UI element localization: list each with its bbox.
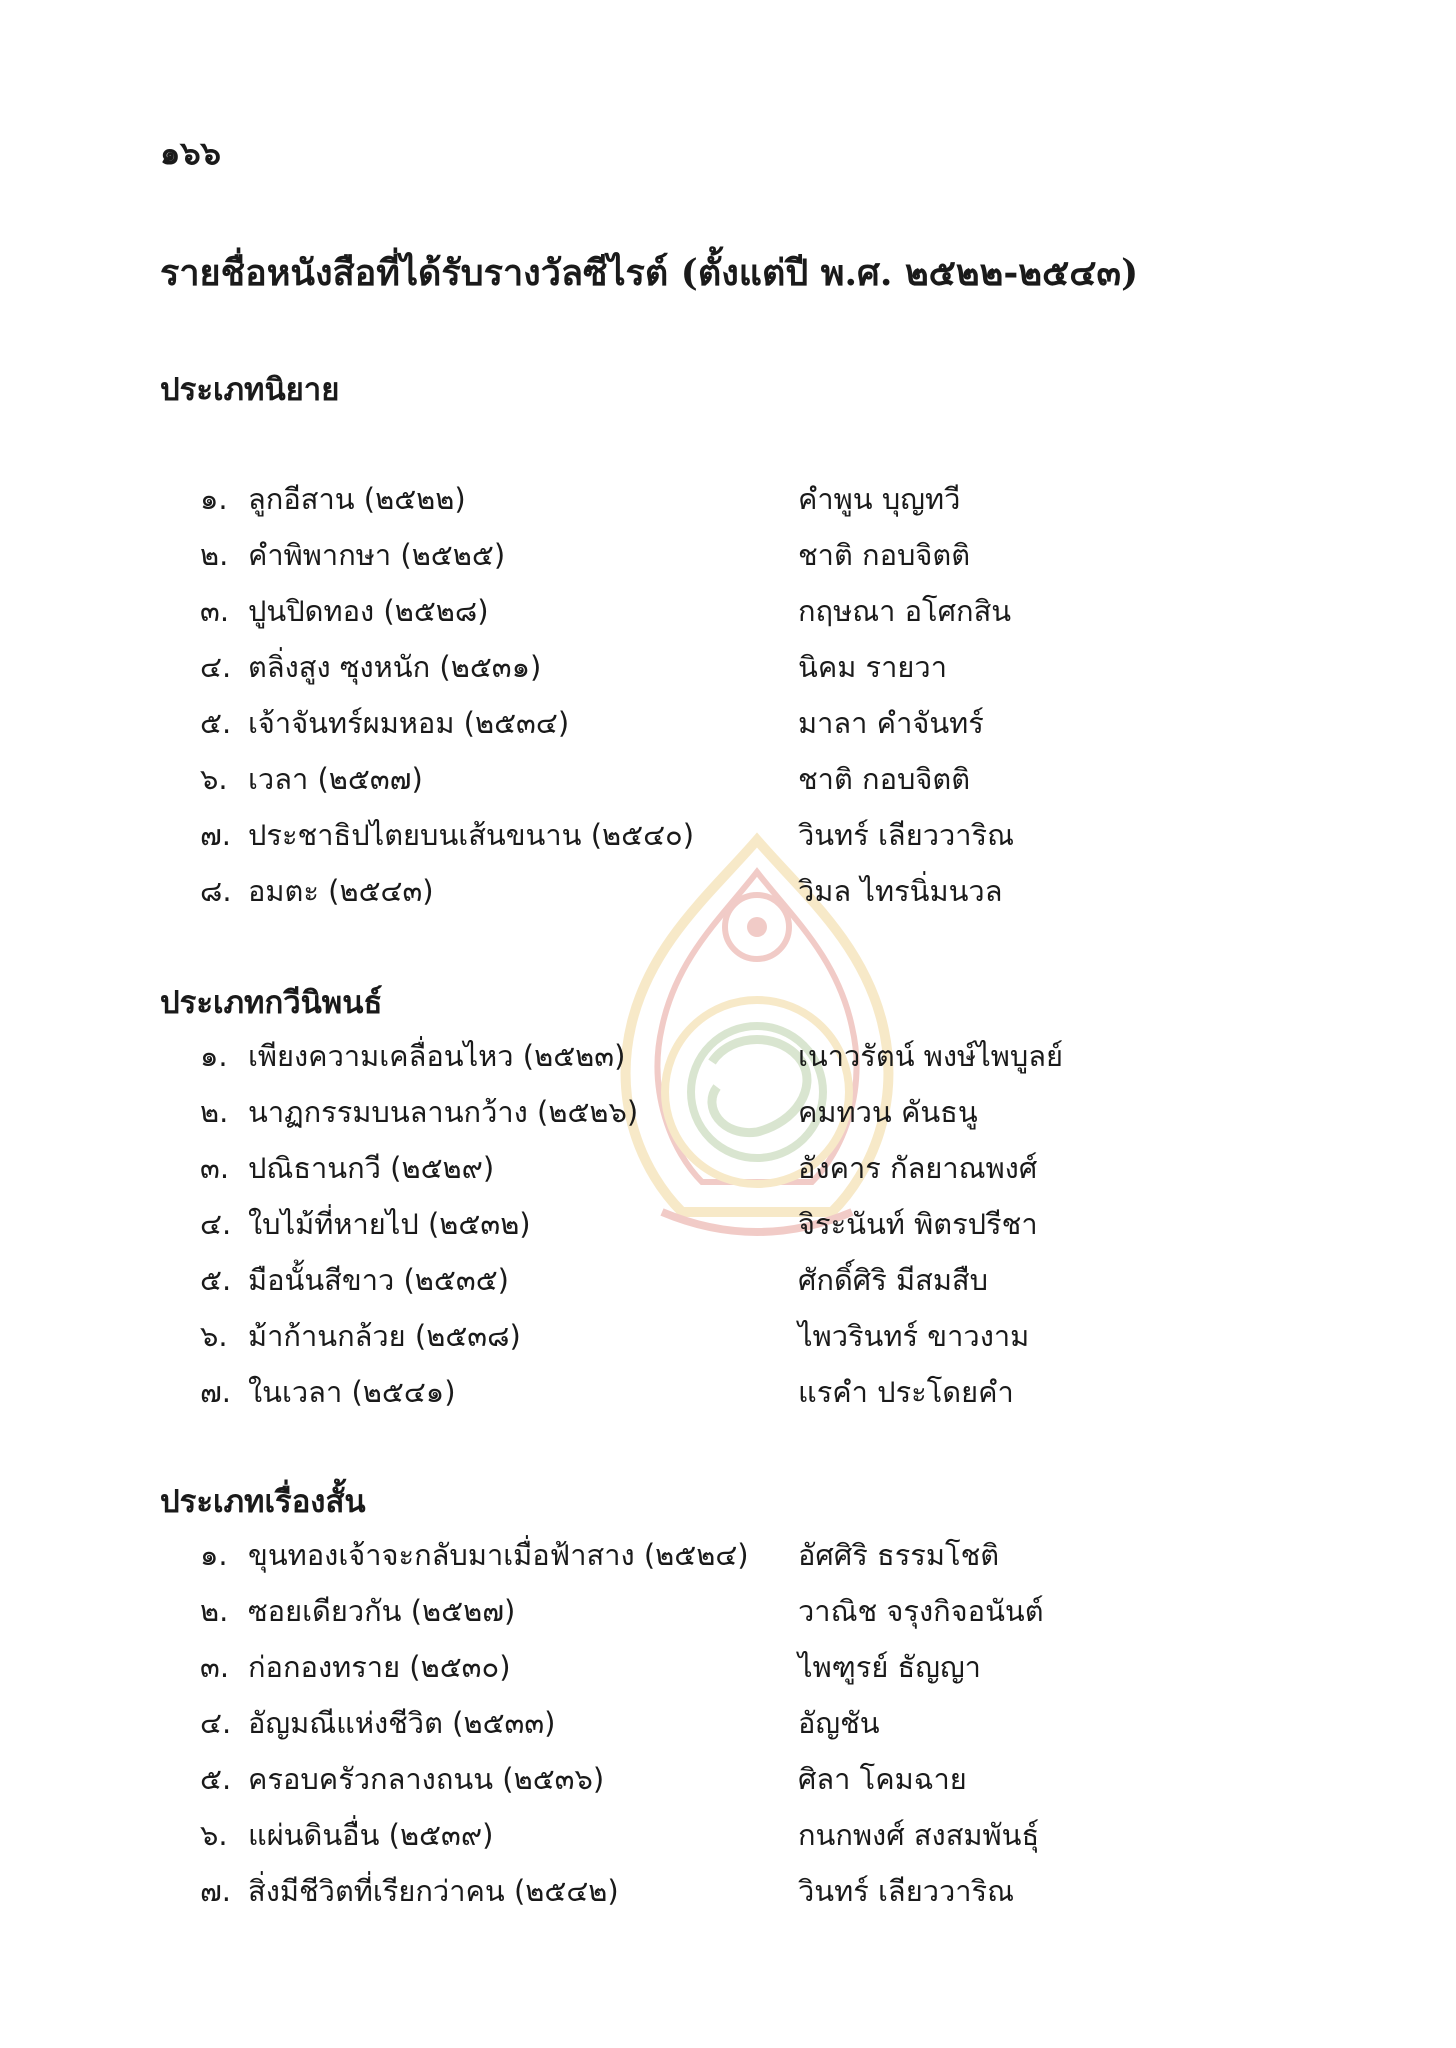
list-item (200, 532, 1300, 588)
section-heading: ประเภทกวีนิพนธ์ (160, 985, 383, 1021)
book-title: มือนั้นสีขาว (๒๕๓๕) (248, 1263, 509, 1297)
item-number: ๖. (200, 1818, 228, 1852)
list-item (200, 700, 1300, 756)
book-title: นาฏกรรมบนลานกว้าง (๒๕๒๖) (248, 1095, 639, 1129)
author-name: ชาติ กอบจิตติ (798, 538, 971, 572)
author-name: เนาวรัตน์ พงษ์ไพบูลย์ (798, 1039, 1064, 1073)
list-item (200, 1089, 1300, 1145)
author-name: ศิลา โคมฉาย (798, 1762, 967, 1796)
book-title: ปูนปิดทอง (๒๕๒๘) (248, 594, 489, 628)
list-item (200, 1644, 1300, 1700)
list-item (200, 476, 1300, 532)
book-title: คำพิพากษา (๒๕๒๕) (248, 538, 506, 572)
book-title: เวลา (๒๕๓๗) (248, 762, 423, 796)
item-number: ๒. (200, 1095, 229, 1129)
item-number: ๑. (200, 482, 228, 516)
author-name: คมทวน คันธนู (798, 1095, 978, 1129)
item-number: ๖. (200, 762, 228, 796)
list-item (200, 1033, 1300, 1089)
list-item (200, 1532, 1300, 1588)
item-number: ๔. (200, 650, 232, 684)
item-number: ๑. (200, 1039, 228, 1073)
book-title: ใบไม้ที่หายไป (๒๕๓๒) (248, 1207, 531, 1241)
list-item (200, 812, 1300, 868)
book-title: ปณิธานกวี (๒๕๒๙) (248, 1151, 495, 1185)
book-title: เจ้าจันทร์ผมหอม (๒๕๓๔) (248, 706, 570, 740)
list-item (200, 1313, 1300, 1369)
item-number: ๗. (200, 1375, 232, 1409)
book-title: ก่อกองทราย (๒๕๓๐) (248, 1650, 511, 1684)
author-name: ไพฑูรย์ ธัญญา (798, 1650, 981, 1684)
list-item (200, 1588, 1300, 1644)
list-item (200, 1756, 1300, 1812)
item-number: ๕. (200, 1762, 232, 1796)
author-name: มาลา คำจันทร์ (798, 706, 984, 740)
book-title: ลูกอีสาน (๒๕๒๒) (248, 482, 466, 516)
book-title: ในเวลา (๒๕๔๑) (248, 1375, 456, 1409)
book-title: ครอบครัวกลางถนน (๒๕๓๖) (248, 1762, 605, 1796)
author-name: อังคาร กัลยาณพงศ์ (798, 1151, 1038, 1185)
author-name: แรคำ ประโดยคำ (798, 1375, 1014, 1409)
author-name: กนกพงศ์ สงสมพันธุ์ (798, 1818, 1040, 1852)
book-title: แผ่นดินอื่น (๒๕๓๙) (248, 1818, 494, 1852)
document-title: รายชื่อหนังสือที่ได้รับรางวัลซีไรต์ (ตั้งแต่ปี พ.ศ. ๒๕๒๒-๒๕๔๓) (160, 252, 1139, 294)
item-number: ๓. (200, 1151, 230, 1185)
item-number: ๑. (200, 1538, 228, 1572)
book-title: ซอยเดียวกัน (๒๕๒๗) (248, 1594, 516, 1628)
list-item (200, 1868, 1300, 1924)
author-name: ศักดิ์ศิริ มีสมสืบ (798, 1263, 989, 1297)
list-item (200, 1257, 1300, 1313)
item-number: ๓. (200, 1650, 230, 1684)
list-item (200, 1145, 1300, 1201)
item-number: ๖. (200, 1319, 228, 1353)
list-item (200, 756, 1300, 812)
author-name: อัญชัน (798, 1706, 880, 1740)
author-name: จิระนันท์ พิตรปรีชา (798, 1207, 1038, 1241)
book-title: ม้าก้านกล้วย (๒๕๓๘) (248, 1319, 521, 1353)
author-name: วาณิช จรุงกิจอนันต์ (798, 1594, 1044, 1628)
author-name: กฤษณา อโศกสิน (798, 594, 1012, 628)
author-name: วินทร์ เลียววาริณ (798, 818, 1015, 852)
book-title: ประชาธิปไตยบนเส้นขนาน (๒๕๔๐) (248, 818, 695, 852)
book-title: ขุนทองเจ้าจะกลับมาเมื่อฟ้าสาง (๒๕๒๔) (248, 1538, 749, 1572)
book-title: อัญมณีแห่งชีวิต (๒๕๓๓) (248, 1706, 556, 1740)
author-name: นิคม รายวา (798, 650, 947, 684)
item-number: ๕. (200, 706, 232, 740)
item-number: ๓. (200, 594, 230, 628)
list-item (200, 588, 1300, 644)
list-item (200, 1700, 1300, 1756)
book-title: ตลิ่งสูง ซุงหนัก (๒๕๓๑) (248, 650, 542, 684)
book-title: สิ่งมีชีวิตที่เรียกว่าคน (๒๕๔๒) (248, 1874, 619, 1908)
author-name: ไพวรินทร์ ขาวงาม (798, 1319, 1030, 1353)
list-item (200, 1812, 1300, 1868)
page-number: ๑๖๖ (160, 134, 221, 172)
item-number: ๒. (200, 1594, 229, 1628)
book-title: อมตะ (๒๕๔๓) (248, 874, 434, 908)
list-item (200, 644, 1300, 700)
item-number: ๗. (200, 818, 232, 852)
list-item (200, 1201, 1300, 1257)
author-name: อัศศิริ ธรรมโชติ (798, 1538, 1000, 1572)
author-name: คำพูน บุญทวี (798, 482, 961, 516)
item-number: ๔. (200, 1207, 232, 1241)
author-name: วิมล ไทรนิ่มนวล (798, 874, 1003, 908)
item-number: ๕. (200, 1263, 232, 1297)
book-title: เพียงความเคลื่อนไหว (๒๕๒๓) (248, 1039, 626, 1073)
author-name: วินทร์ เลียววาริณ (798, 1874, 1015, 1908)
list-item (200, 868, 1300, 924)
section-heading: ประเภทนิยาย (160, 372, 340, 408)
item-number: ๗. (200, 1874, 232, 1908)
item-number: ๔. (200, 1706, 232, 1740)
item-number: ๘. (200, 874, 232, 908)
author-name: ชาติ กอบจิตติ (798, 762, 971, 796)
item-number: ๒. (200, 538, 229, 572)
section-heading: ประเภทเรื่องสั้น (160, 1484, 366, 1520)
list-item (200, 1369, 1300, 1425)
